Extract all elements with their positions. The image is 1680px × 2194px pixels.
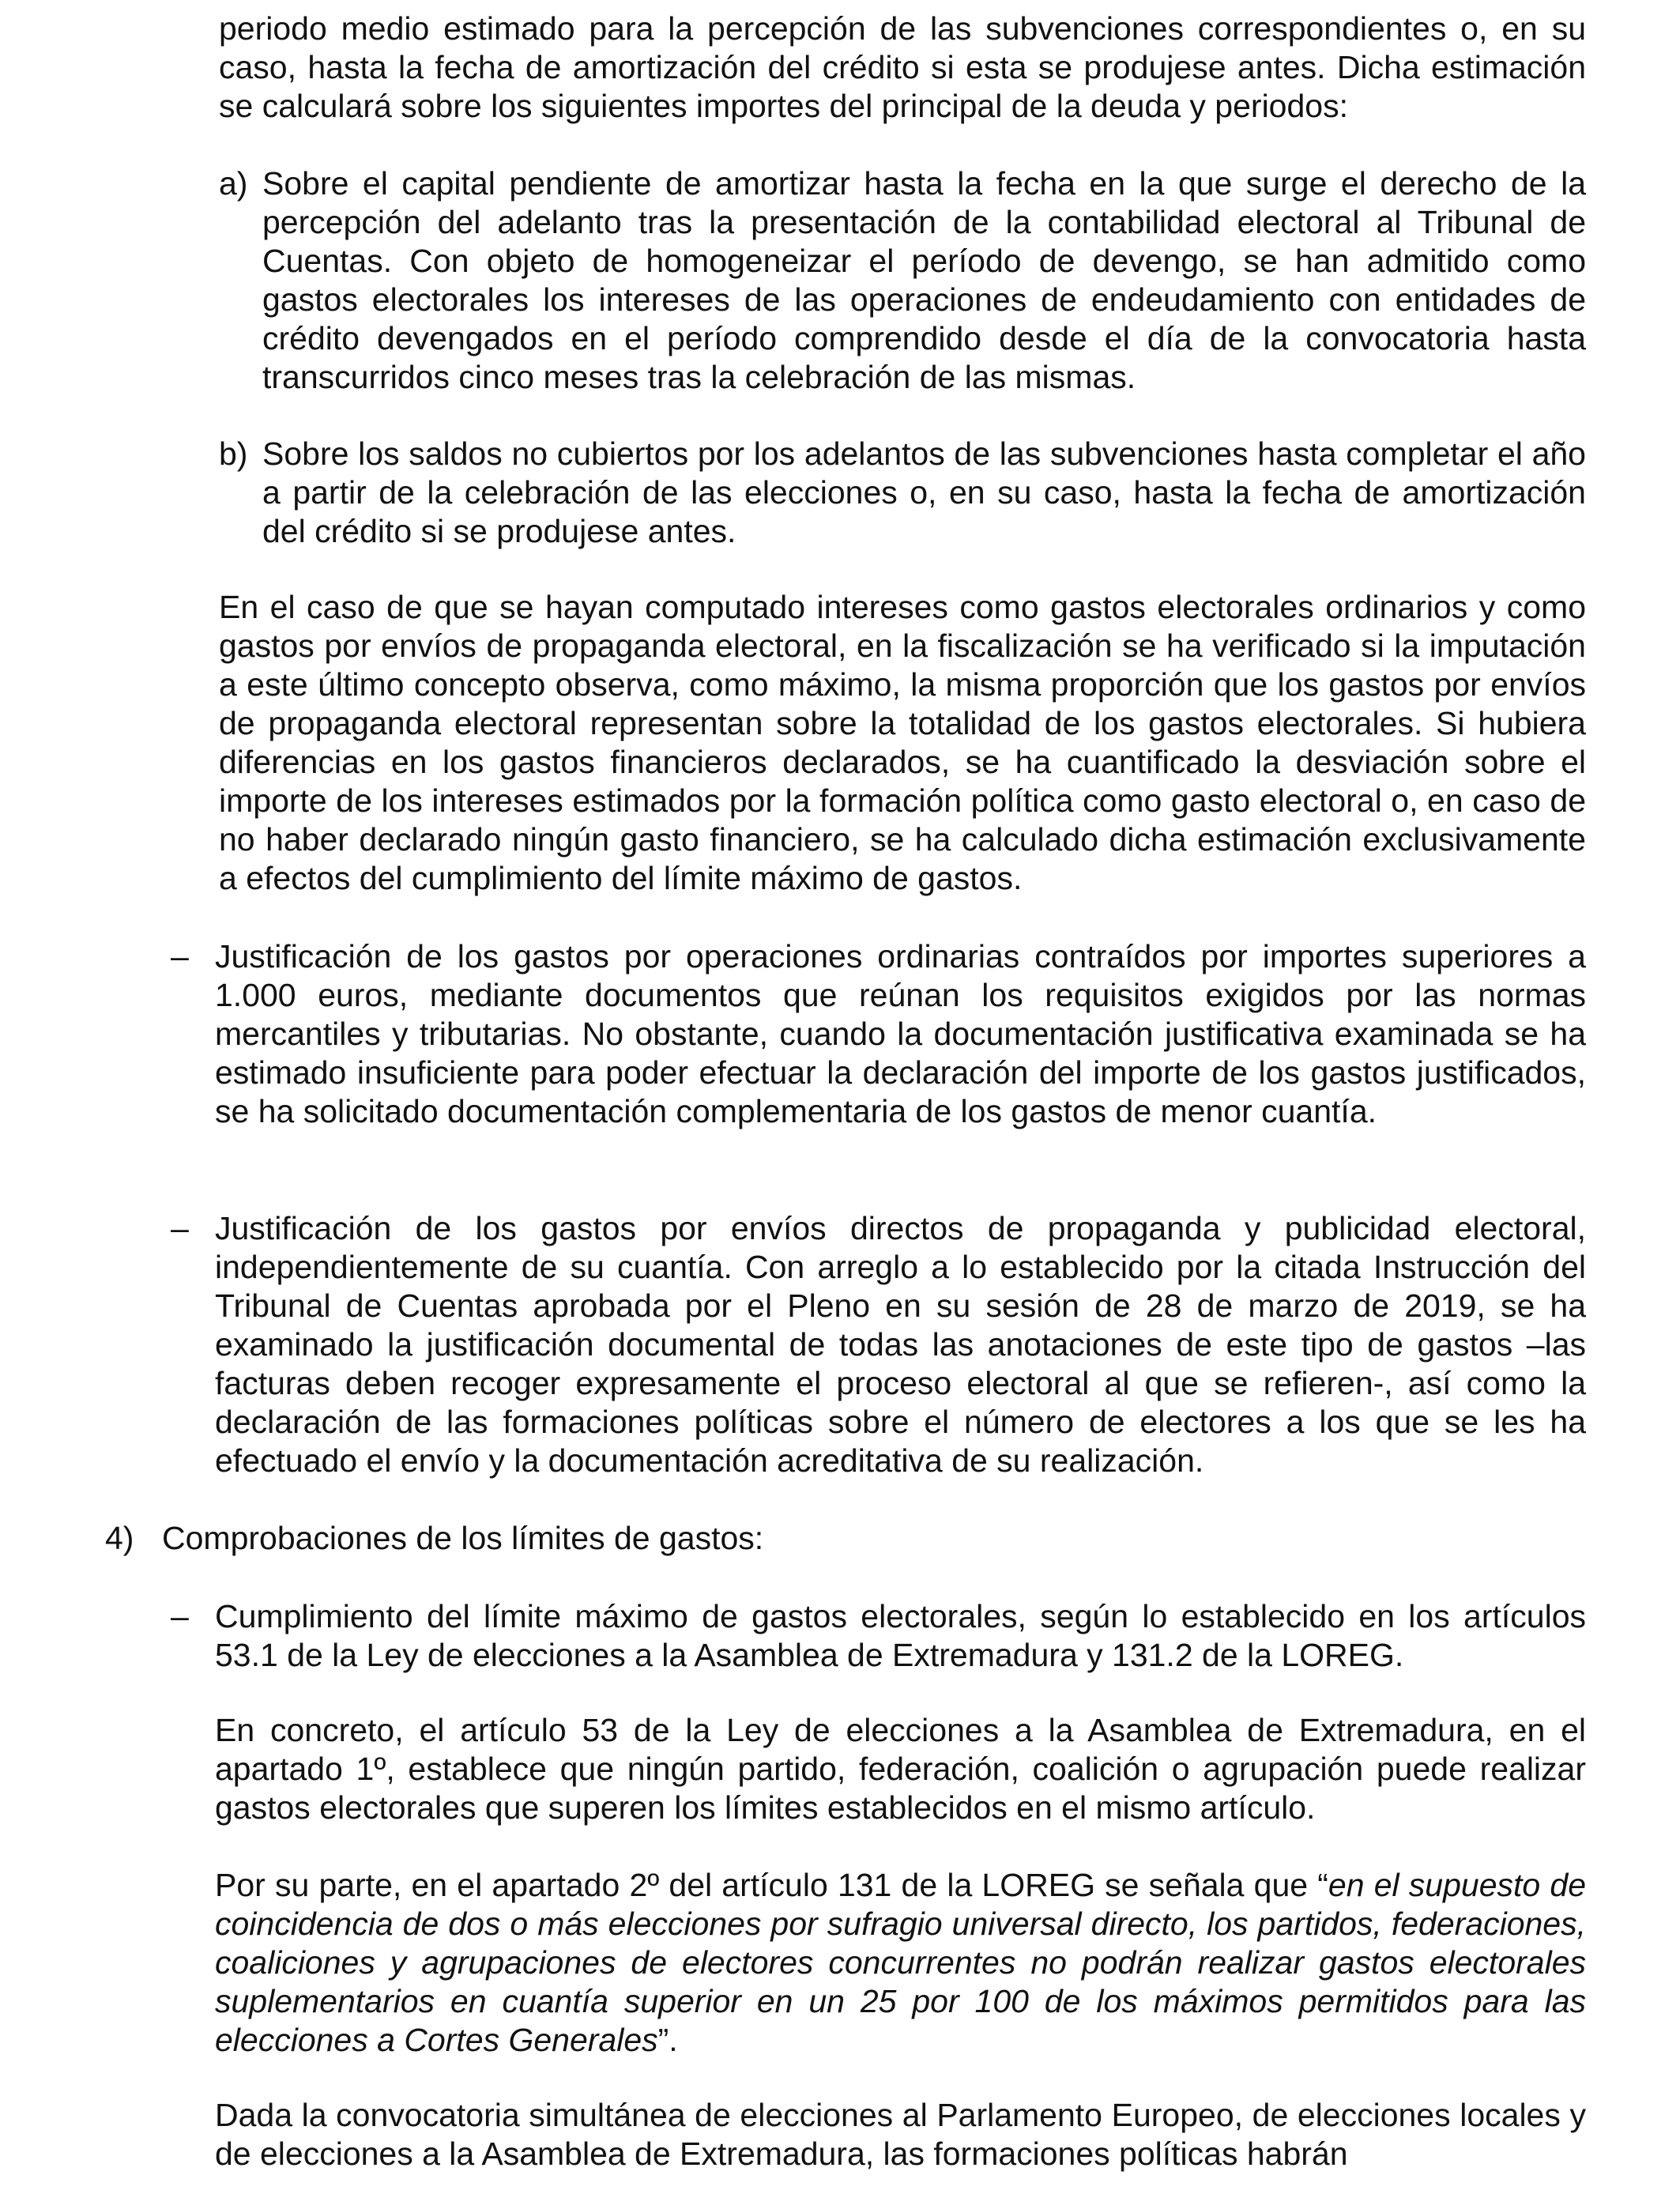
section-4-marker: 4) — [105, 1520, 134, 1556]
intro-paragraph: periodo medio estimado para la percepción de las subvenciones correspondientes o, en su caso, hasta la fecha de amortización del crédito si esta se produjese antes. Dicha estimación se calculará sobre los siguientes importes del principal de la deuda y periodos: — [219, 10, 1586, 124]
spending-limit-paragraph: Cumplimiento del límite máximo de gastos electorales, según lo establecido en los artículos 53.1 de la Ley de elecciones a la Asamblea de Extremadura y 131.2 de la LOREG. — [215, 1598, 1586, 1673]
ordinary-expenses-paragraph: Justificación de los gastos por operaciones ordinarias contraídos por importes superiores a 1.000 euros, mediante documentos que reúnan los requisitos exigidos por las normas mercantiles y tributarias. No obstante, cuando la documentación justificativa examinada se ha estimado insuficiente para poder efectuar la declaración del importe de los gastos justificados, se ha solicitado documentación complementaria de los gastos de menor cuantía. — [215, 938, 1586, 1129]
article-131-lead: Por su parte, en el apartado 2º del artículo 131 de la LOREG se señala que “ — [215, 1867, 1328, 1903]
article-53-paragraph: En concreto, el artículo 53 de la Ley de elecciones a la Asamblea de Extremadura, en el apartado 1º, establece que ningún partido, federación, coalición o agrupación puede realizar gastos electorales que superen los límites establecidos en el mismo artículo. — [215, 1712, 1586, 1826]
article-131-tail: ”. — [657, 2022, 678, 2058]
dash-mailing-marker: – — [171, 1210, 189, 1246]
item-b-text: Sobre los saldos no cubiertos por los adelantos de las subvenciones hasta completar el año a partir de la celebración de las elecciones o, en su caso, hasta la fecha de amortización del crédito si se produjese antes. — [262, 435, 1586, 549]
article-131-paragraph — [215, 1866, 1586, 2060]
mailing-expenses-paragraph: Justificación de los gastos por envíos directos de propaganda y publicidad electoral, independientemente de su cuantía. Con arreglo a lo establecido por la citada Instrucción del Tribunal de Cuentas aprobada por el Pleno en su sesión de 28 de marzo de 2019, se ha examinado la justificación documental de todas las anotaciones de este tipo de gastos –las facturas deben recoger expresamente el proceso electoral al que se refieren-, así como la declaración de las formaciones políticas sobre el número de electores a los que se les ha efectuado el envío y la documentación acreditativa de su realización. — [215, 1210, 1586, 1479]
dash-limit-marker: – — [171, 1598, 189, 1634]
final-paragraph: Dada la convocatoria simultánea de elecciones al Parlamento Europeo, de elecciones locales y de elecciones a la Asamblea de Extremadura, las formaciones políticas habrán — [215, 2097, 1586, 2172]
item-a-text: Sobre el capital pendiente de amortizar hasta la fecha en la que surge el derecho de la percepción del adelanto tras la presentación de la contabilidad electoral al Tribunal de Cuentas. Con objeto de homogeneizar el período de devengo, se han admitido como gastos electorales los intereses de las operaciones de endeudamiento con entidades de crédito devengados en el período comprendido desde el día de la convocatoria hasta transcurridos cinco meses tras la celebración de las mismas. — [262, 165, 1586, 395]
dash-ordinary-marker: – — [171, 938, 189, 974]
article-131-quote: en el supuesto de coincidencia de dos o más elecciones por sufragio universal directo, los partidos, federaciones, coaliciones y agrupaciones de electores concurrentes no podrán realizar gastos electorales suplementarios en cuantía superior en un 25 por 100 de los máximos permitidos para las elecciones a Cortes Generales — [215, 1867, 1586, 2058]
section-4-heading: Comprobaciones de los límites de gastos: — [162, 1520, 764, 1556]
interest-paragraph: En el caso de que se hayan computado intereses como gastos electorales ordinarios y como gastos por envíos de propaganda electoral, en la fiscalización se ha verificado si la imputación a este último concepto observa, como máximo, la misma proporción que los gastos por envíos de propaganda electoral representan sobre la totalidad de los gastos electorales. Si hubiera diferencias en los gastos financieros declarados, se ha cuantificado la desviación sobre el importe de los intereses estimados por la formación política como gasto electoral o, en caso de no haber declarado ningún gasto financiero, se ha calculado dicha estimación exclusivamente a efectos del cumplimiento del límite máximo de gastos. — [219, 589, 1586, 896]
item-b-marker: b) — [219, 435, 248, 472]
item-a-marker: a) — [219, 165, 248, 202]
